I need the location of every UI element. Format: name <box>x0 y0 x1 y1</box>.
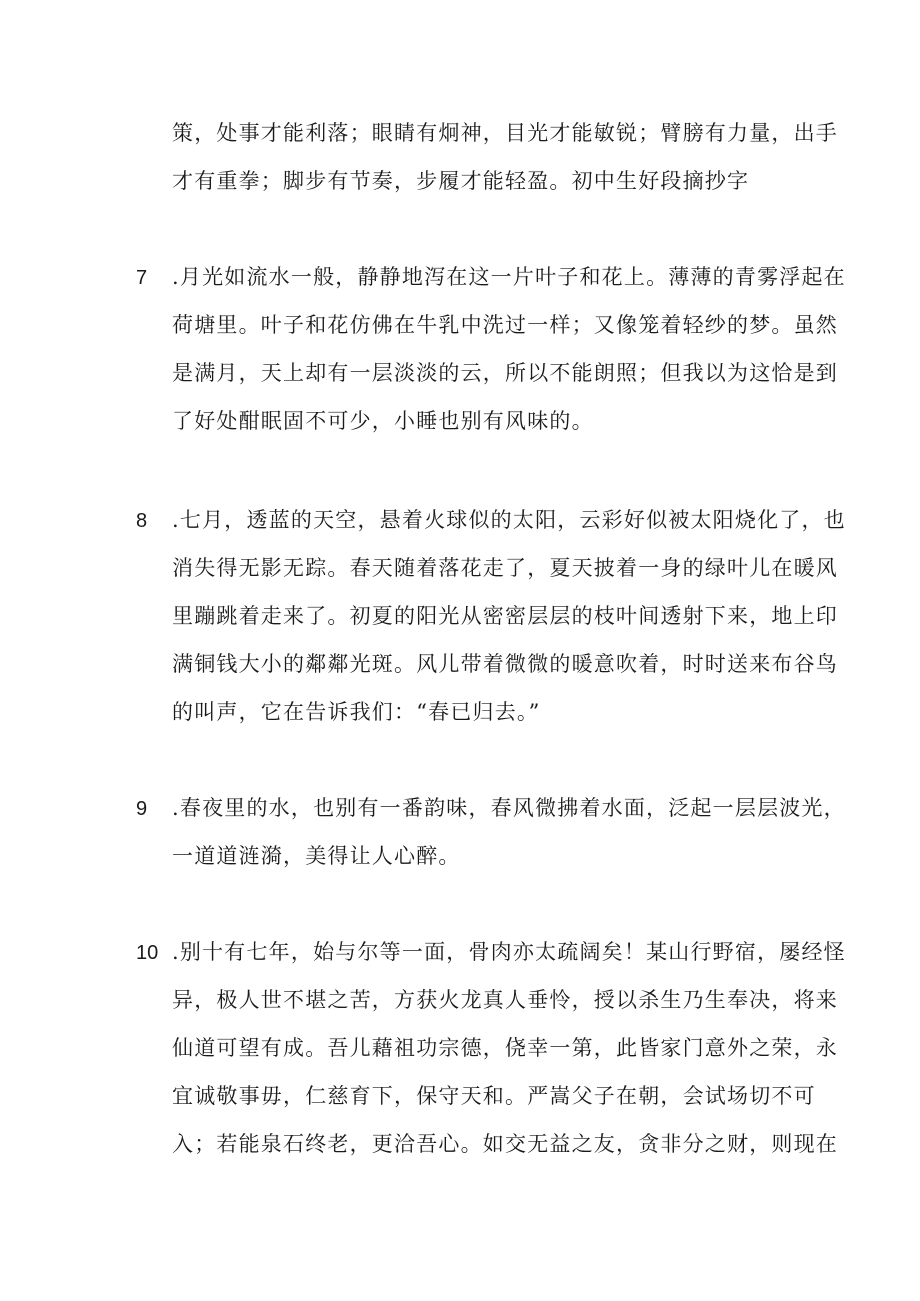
paragraph-line: 仙道可望有成。吾儿藉祖功宗德，侥幸一第，此皆家门意外之荣，永 <box>172 1036 838 1060</box>
paragraph-9 <box>136 784 846 880</box>
paragraph-line: 入；若能泉石终老，更洽吾心。如交无益之友，贪非分之财，则现在 <box>172 1132 838 1156</box>
paragraph-line: 里蹦跳着走来了。初夏的阳光从密密层层的枝叶间透射下来，地上印 <box>172 604 838 628</box>
paragraph-line: 消失得无影无踪。春天随着落花走了，夏天披着一身的绿叶儿在暖风 <box>172 556 838 580</box>
paragraph-number: 7 <box>136 267 148 289</box>
paragraph-line <box>136 496 846 544</box>
paragraph-line: 策，处事才能利落；眼睛有炯神，目光才能敏锐；臂膀有力量，出手 <box>172 121 838 145</box>
paragraph-line-text: .别十有七年，始与尔等一面，骨肉亦太疏阔矣！某山行野宿，屡经怪 <box>172 940 846 964</box>
paragraph-continuation <box>136 109 838 205</box>
paragraph-8 <box>136 496 846 736</box>
paragraph-line: 一道道涟漪，美得让人心醉。 <box>172 844 461 868</box>
paragraph-line: 满铜钱大小的鄰鄰光斑。风儿带着微微的暖意吹着，时时送来布谷鸟 <box>172 652 838 676</box>
paragraph-10 <box>136 928 846 1168</box>
paragraph-line: 异，极人世不堪之苦，方获火龙真人垂怜，授以杀生乃生奉决，将来 <box>172 988 838 1012</box>
paragraph-line <box>136 928 846 976</box>
paragraph-line: 是满月，天上却有一层淡淡的云，所以不能朗照；但我以为这恰是到 <box>172 361 838 385</box>
paragraph-number: 8 <box>136 510 148 532</box>
paragraph-line-text: .七月，透蓝的天空，悬着火球似的太阳，云彩好似被太阳烧化了，也 <box>172 508 846 532</box>
paragraph-line: 荷塘里。叶子和花仿佛在牛乳中洗过一样；又像笼着轻纱的梦。虽然 <box>172 313 838 337</box>
paragraph-number: 10 <box>136 942 159 964</box>
paragraph-line <box>136 784 846 832</box>
paragraph-7 <box>136 253 846 445</box>
paragraph-line: 的叫声，它在告诉我们：“春已归去。” <box>172 700 541 724</box>
paragraph-number: 9 <box>136 798 148 820</box>
paragraph-line-text: .月光如流水一般，静静地泻在这一片叶子和花上。薄薄的青雾浮起在 <box>172 265 846 289</box>
paragraph-line: 宜诚敬事毋，仁慈育下，保守天和。严嵩父子在朝，会试场切不可 <box>172 1084 816 1108</box>
paragraph-line: 才有重拳；脚步有节奏，步履才能轻盈。初中生好段摘抄字 <box>172 169 750 193</box>
paragraph-line-text: .春夜里的水，也别有一番韵味，春风微拂着水面，泛起一层层波光， <box>172 796 846 820</box>
paragraph-line: 了好处酣眠固不可少，小睡也别有风味的。 <box>172 409 594 433</box>
paragraph-line <box>136 253 846 301</box>
